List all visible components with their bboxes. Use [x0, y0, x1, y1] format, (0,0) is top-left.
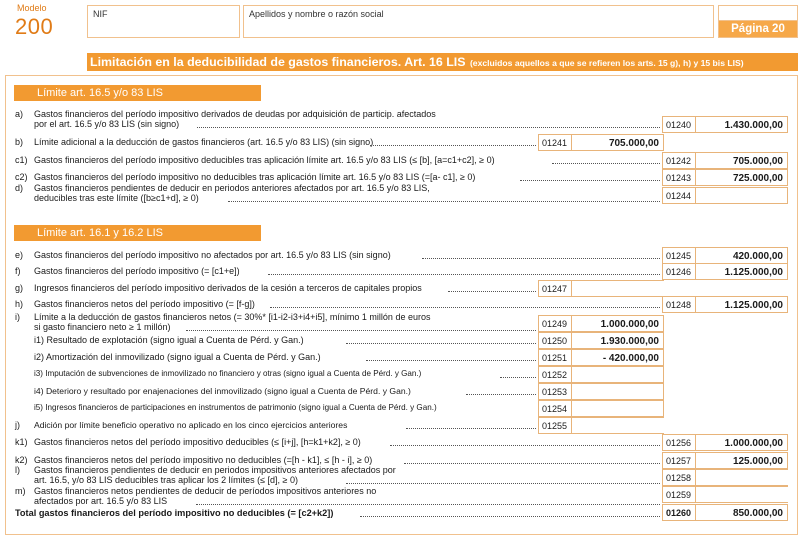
row-i5-label: i5) Ingresos financieros de participaciones en instrumentos de patrimonio (signo igual a Cuenta de Pérd. y Gan.)	[34, 403, 437, 412]
row-i-code: 01249	[538, 315, 572, 332]
row-l-value[interactable]	[696, 469, 788, 486]
row-k1-code: 01256	[662, 434, 696, 451]
row-a-leader	[197, 127, 660, 128]
row-i2-code: 01251	[538, 349, 572, 366]
row-i2-value[interactable]: - 420.000,00	[572, 349, 664, 366]
row-a-value[interactable]: 1.430.000,00	[696, 116, 788, 133]
row-g-label: Ingresos financieros del período impositivo derivados de la cesión a terceros de capitales propios	[34, 283, 422, 293]
row-b-value[interactable]: 705.000,00	[572, 134, 664, 151]
row-j-code: 01255	[538, 417, 572, 434]
row-d-value[interactable]	[696, 187, 788, 204]
row-i3-label: i3) Imputación de subvenciones de inmovilizado no financiero y otras (signo igual a Cuenta de Pérd. y Gan.)	[34, 369, 422, 378]
row-i4-code: 01253	[538, 383, 572, 400]
row-c2-value[interactable]: 725.000,00	[696, 169, 788, 186]
row-h-value[interactable]: 1.125.000,00	[696, 296, 788, 313]
row-c2-leader	[520, 180, 660, 181]
row-c2-letter: c2)	[15, 172, 28, 182]
row-k2-label: Gastos financieros netos del período impositivo no deducibles (=[h - k1], ≤ [h - i], ≥ 0)	[34, 455, 373, 465]
row-i1-code: 01250	[538, 332, 572, 349]
row-d-label-line2: deducibles tras este límite ([b≥c1+d], ≥ 0)	[34, 193, 199, 203]
row-b-code: 01241	[538, 134, 572, 151]
row-e-code: 01245	[662, 247, 696, 264]
row-c2-code: 01243	[662, 169, 696, 186]
row-g-code: 01247	[538, 280, 572, 297]
row-i3-value[interactable]	[572, 366, 664, 383]
row-k2-leader	[404, 463, 660, 464]
row-l-letter: l)	[15, 465, 20, 475]
row-f-value[interactable]: 1.125.000,00	[696, 263, 788, 280]
row-i2-leader	[366, 360, 536, 361]
title-sub: (excluidos aquellos a que se refieren los arts. 15 g), h) y 15 bis LIS)	[469, 58, 744, 68]
row-k2-letter: k2)	[15, 455, 28, 465]
row-total-value[interactable]: 850.000,00	[696, 504, 788, 521]
name-label: Apellidos y nombre o razón social	[249, 9, 384, 19]
row-k1-letter: k1)	[15, 437, 28, 447]
name-field[interactable]	[243, 5, 714, 38]
row-a-label-line1: Gastos financieros del período impositivo derivados de deudas por adquisición de particip. afectados	[34, 109, 436, 119]
row-l-label-line1: Gastos financieros pendientes de deducir en periodos impositivos anteriores afectados por	[34, 465, 396, 475]
row-b-letter: b)	[15, 137, 24, 147]
row-e-value[interactable]: 420.000,00	[696, 247, 788, 264]
row-b-label: Límite adicional a la deducción de gastos financieros (art. 16.5 y/o 83 LIS) (sin signo)	[34, 137, 374, 147]
row-j-leader	[406, 428, 536, 429]
section-heading-16-5: Límite art. 16.5 y/o 83 LIS	[14, 85, 261, 101]
row-f-label: Gastos financieros del período impositivo (= [c1+e])	[34, 266, 240, 276]
row-g-letter: g)	[15, 283, 24, 293]
row-m-code: 01259	[662, 486, 696, 503]
row-total-leader	[360, 516, 660, 517]
row-j-letter: j)	[15, 420, 20, 430]
row-i-letter: i)	[15, 312, 20, 322]
row-i2-label: i2) Amortización del inmovilizado (signo igual a Cuenta de Pérd. y Gan.)	[34, 352, 321, 362]
row-h-leader	[270, 307, 660, 308]
row-c1-letter: c1)	[15, 155, 28, 165]
row-j-value[interactable]	[572, 417, 664, 434]
row-d-letter: d)	[15, 183, 24, 193]
row-d-code: 01244	[662, 187, 696, 204]
row-m-value[interactable]	[696, 486, 788, 503]
row-i1-value[interactable]: 1.930.000,00	[572, 332, 664, 349]
row-c1-code: 01242	[662, 152, 696, 169]
row-i5-code: 01254	[538, 400, 572, 417]
row-c2-label: Gastos financieros del período impositivo no deducibles tras aplicación límite art. 16.5 y/o 83 LIS (=[a- c1], ≥ 0)	[34, 172, 476, 182]
row-total-code: 01260	[662, 504, 696, 521]
row-i3-code: 01252	[538, 366, 572, 383]
row-m-label-line2: afectados por art. 16.5 y/o 83 LIS	[34, 496, 168, 506]
nif-field[interactable]	[87, 5, 240, 38]
model-number: 200	[15, 14, 54, 39]
row-j-label: Adición por límite beneficio operativo no aplicado en los cinco ejercicios anteriores	[34, 420, 348, 430]
row-c1-label: Gastos financieros del período impositivo deducibles tras aplicación límite art. 16.5 y/o 83 LIS (≤ [b], [a=c1+c2], ≥ 0)	[34, 155, 495, 165]
row-total-label: Total gastos financieros del período impositivo no deducibles (= [c2+k2])	[15, 508, 334, 518]
model-label: Modelo	[17, 3, 47, 13]
row-b-leader	[370, 145, 536, 146]
row-k1-leader	[390, 445, 660, 446]
row-e-leader	[422, 258, 660, 259]
row-f-code: 01246	[662, 263, 696, 280]
page-indicator	[718, 20, 798, 38]
row-a-letter: a)	[15, 109, 24, 119]
row-i-label-line2: si gasto financiero neto ≥ 1 millón)	[34, 322, 171, 332]
page-box-top	[718, 5, 798, 20]
row-h-label: Gastos financieros netos del período impositivo (= [f-g])	[34, 299, 255, 309]
row-m-letter: m)	[15, 486, 26, 496]
row-d-label-line1: Gastos financieros pendientes de deducir en periodos anteriores afectados por art. 16.5 y/o 83 LIS,	[34, 183, 430, 193]
title-main: Limitación en la deducibilidad de gastos financieros. Art. 16 LIS	[90, 55, 466, 69]
row-c1-leader	[552, 163, 660, 164]
row-i-leader	[186, 330, 536, 331]
row-m-leader	[196, 504, 660, 505]
row-h-letter: h)	[15, 299, 24, 309]
row-f-leader	[268, 274, 660, 275]
section-heading-16-1: Límite art. 16.1 y 16.2 LIS	[14, 225, 261, 241]
row-m-label-line1: Gastos financieros netos pendientes de deducir de períodos impositivos anteriores no	[34, 486, 377, 496]
row-a-label-line2: por el art. 16.5 y/o 83 LIS (sin signo)	[34, 119, 180, 129]
row-i-label-line1: Límite a la deducción de gastos financieros netos (= 30%* [i1-i2-i3+i4+i5], mínimo 1 millón de euros	[34, 312, 431, 322]
row-i4-value[interactable]	[572, 383, 664, 400]
row-h-code: 01248	[662, 296, 696, 313]
row-k2-value[interactable]: 125.000,00	[696, 452, 788, 469]
row-i4-label: i4) Deterioro y resultado por enajenaciones del inmovilizado (signo igual a Cuenta de Pérd. y Gan.)	[34, 386, 411, 396]
row-f-letter: f)	[15, 266, 21, 276]
row-e-label: Gastos financieros del período impositivo no afectados por art. 16.5 y/o 83 LIS (sin signo)	[34, 250, 391, 260]
row-i3-leader	[500, 377, 536, 378]
row-k2-code: 01257	[662, 452, 696, 469]
row-l-leader	[346, 483, 660, 484]
form-title	[87, 53, 798, 71]
row-l-label-line2: art. 16.5, y/o 83 LIS deducibles tras aplicar los 2 límites (≤ [d], ≥ 0)	[34, 475, 298, 485]
row-i-value[interactable]: 1.000.000,00	[572, 315, 664, 332]
row-i1-label: i1) Resultado de explotación (signo igual a Cuenta de Pérd. y Gan.)	[34, 335, 304, 345]
row-g-value[interactable]	[572, 280, 664, 297]
row-a-code: 01240	[662, 116, 696, 133]
row-i4-leader	[466, 394, 536, 395]
row-d-leader	[228, 201, 660, 202]
row-k1-value[interactable]: 1.000.000,00	[696, 434, 788, 451]
page-label: Página 20	[731, 23, 785, 35]
row-l-code: 01258	[662, 469, 696, 486]
row-e-letter: e)	[15, 250, 24, 260]
row-i5-value[interactable]	[572, 400, 664, 417]
row-k1-label: Gastos financieros netos del período impositivo deducibles (≤ [i+j], [h=k1+k2], ≥ 0)	[34, 437, 361, 447]
row-g-leader	[448, 291, 536, 292]
row-c1-value[interactable]: 705.000,00	[696, 152, 788, 169]
nif-label: NIF	[93, 9, 108, 19]
row-i1-leader	[346, 343, 536, 344]
